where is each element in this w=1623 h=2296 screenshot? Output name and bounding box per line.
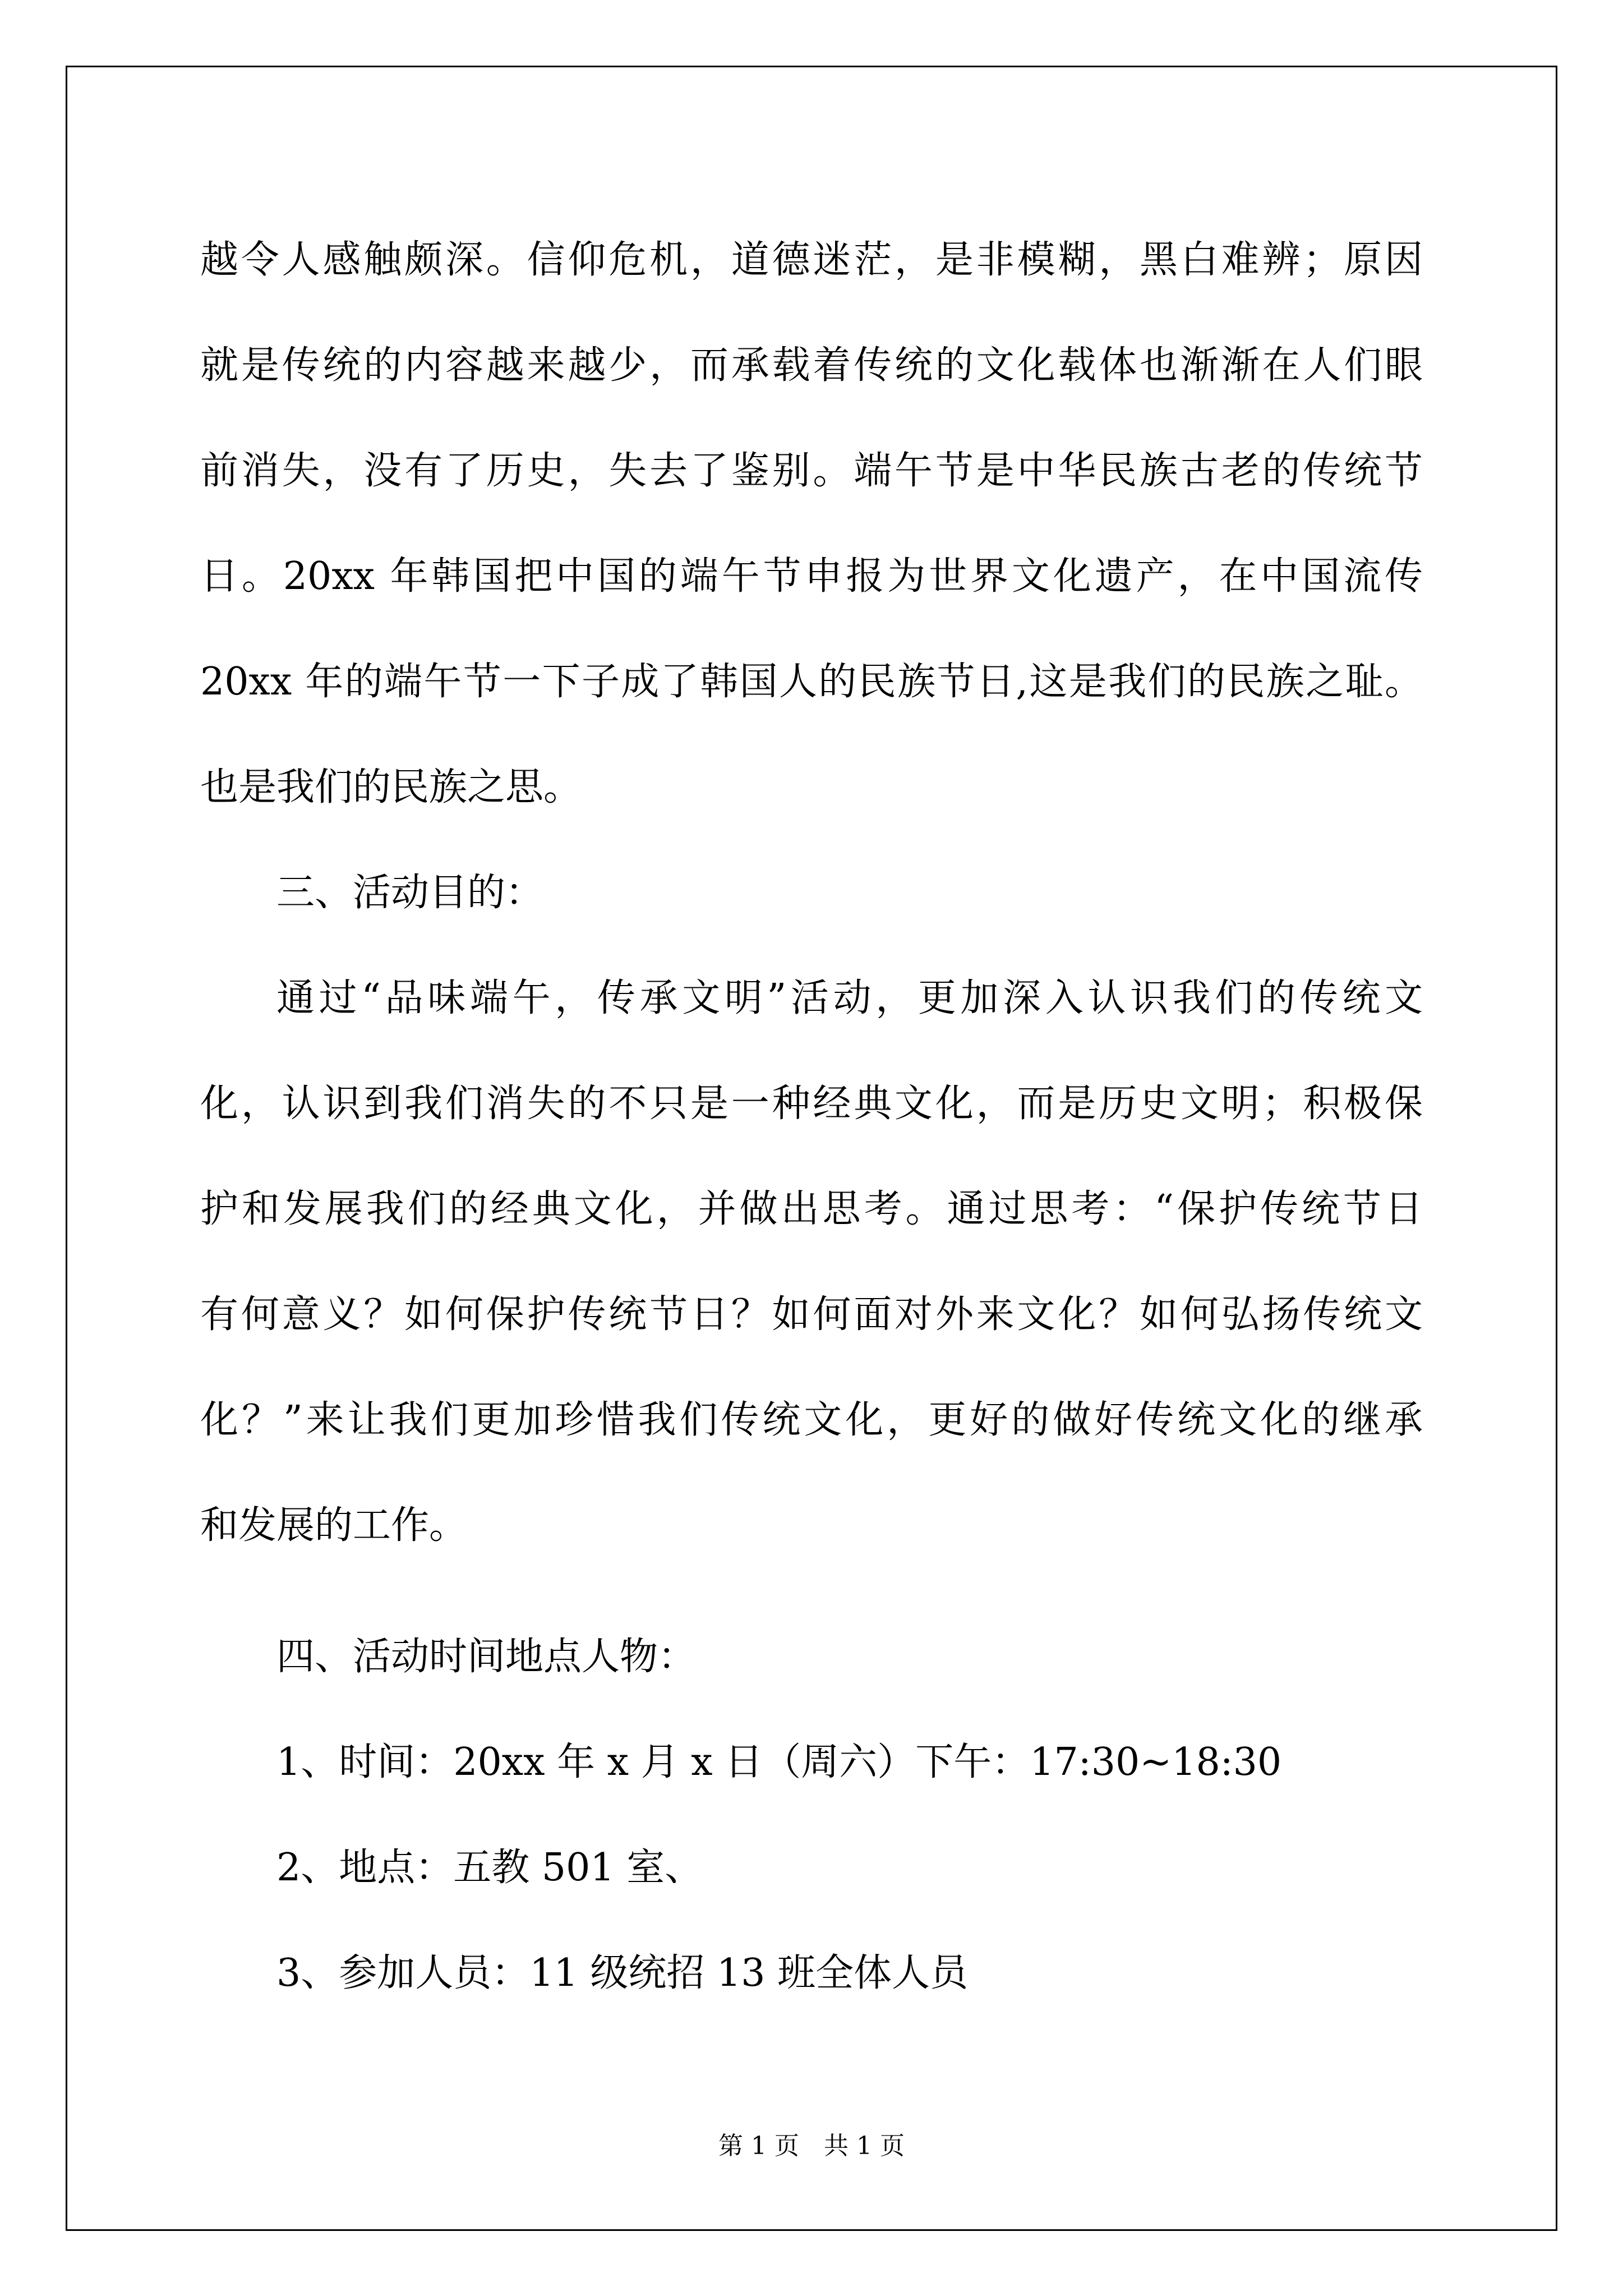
list-item-time: 1、时间：20xx 年 x 月 x 日（周六）下午：17:30~18:30 xyxy=(276,1740,1282,1784)
list-item-participants: 3、参加人员：11 级统招 13 班全体人员 xyxy=(276,1951,969,1995)
text-line: 护和发展我们的经典文化，并做出思考。通过思考：“保护传统节日 xyxy=(200,1187,1423,1231)
text-line: 就是传统的内容越来越少，而承载着传统的文化载体也渐渐在人们眼 xyxy=(200,343,1423,388)
text-line: 也是我们的民族之思。 xyxy=(200,765,582,809)
text-line: 化？”来让我们更加珍惜我们传统文化，更好的做好传统文化的继承 xyxy=(200,1398,1423,1442)
text-line: 日。20xx 年韩国把中国的端午节申报为世界文化遗产，在中国流传 xyxy=(200,554,1423,599)
text-line: 有何意义？如何保护传统节日？如何面对外来文化？如何弘扬传统文 xyxy=(200,1292,1423,1337)
text-line: 和发展的工作。 xyxy=(200,1503,468,1548)
section-heading-purpose: 三、活动目的： xyxy=(276,871,544,915)
text-line: 前消失，没有了历史，失去了鉴别。端午节是中华民族古老的传统节 xyxy=(200,449,1423,493)
text-line: 通过“品味端午，传承文明”活动，更加深入认识我们的传统文 xyxy=(276,976,1423,1020)
text-line: 20xx 年的端午节一下子成了韩国人的民族节日,这是我们的民族之耻。 xyxy=(200,660,1423,704)
list-item-place: 2、地点：五教 501 室、 xyxy=(276,1846,703,1890)
text-line: 越令人感触颇深。信仰危机，道德迷茫，是非模糊，黑白难辨；原因 xyxy=(200,238,1423,282)
text-line: 化，认识到我们消失的不只是一种经典文化，而是历史文明；积极保 xyxy=(200,1082,1423,1126)
section-heading-time-place: 四、活动时间地点人物： xyxy=(276,1635,697,1679)
page-footer: 第 1 页 共 1 页 xyxy=(718,2132,905,2160)
document-body xyxy=(200,208,1423,2026)
